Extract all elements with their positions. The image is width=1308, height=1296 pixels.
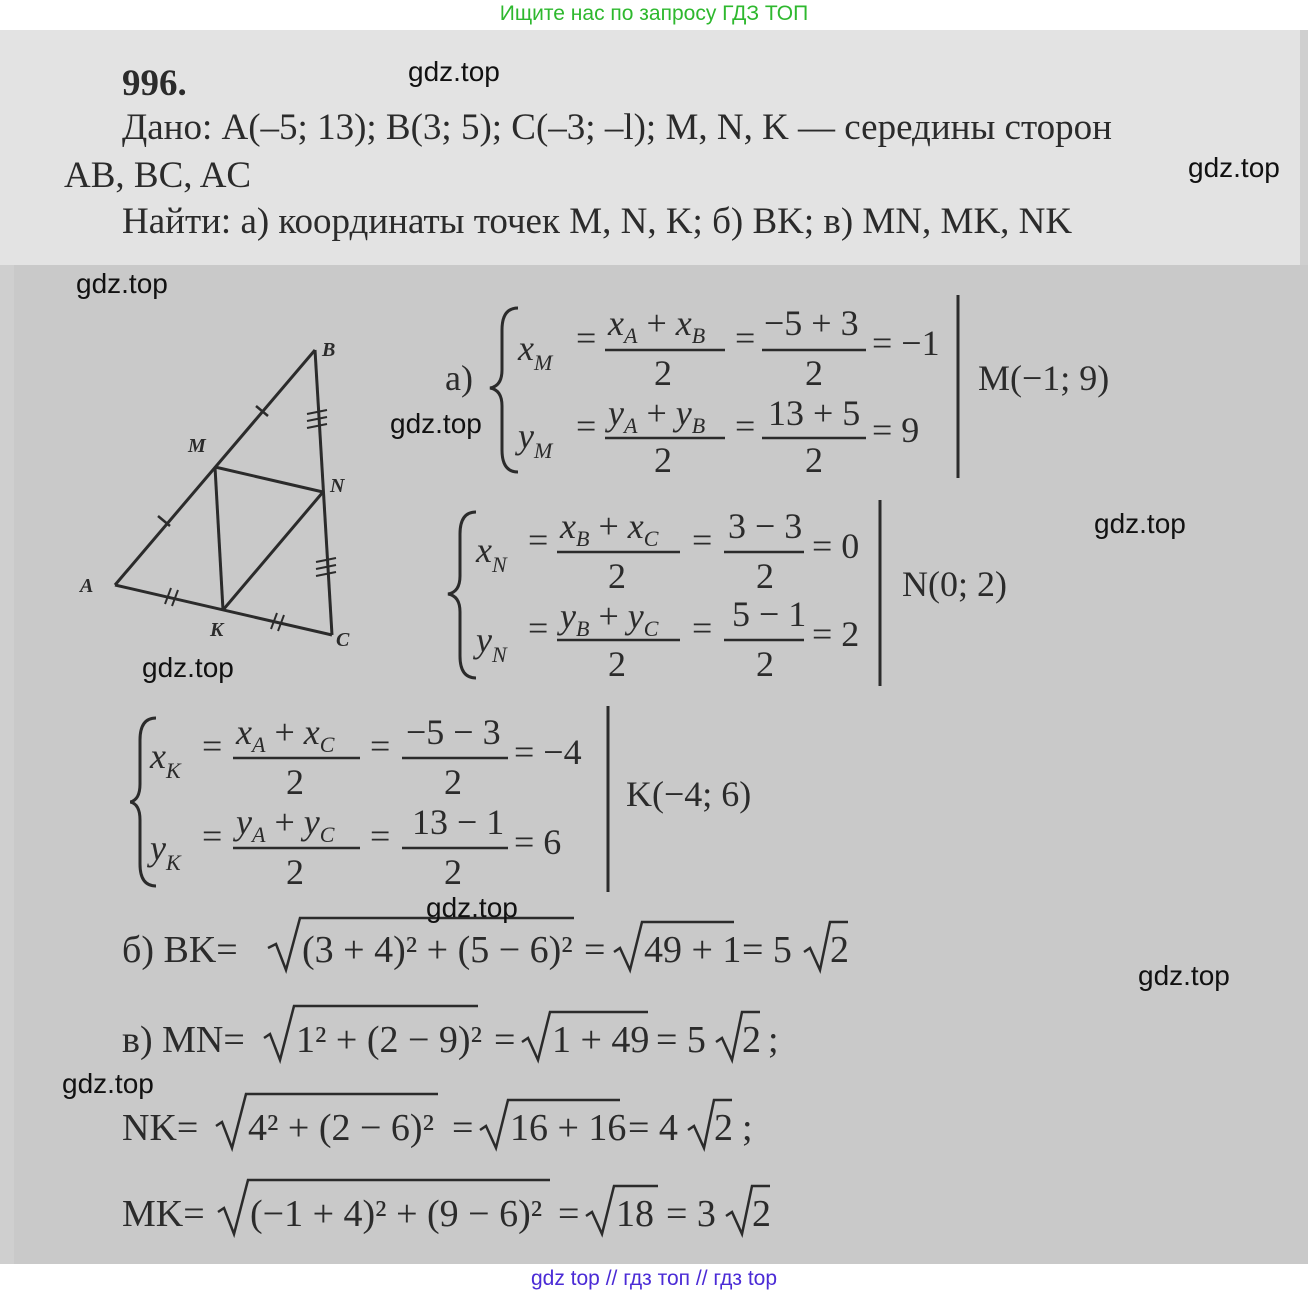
tick-nc-3 [316,572,336,576]
svg-text:2: 2 [654,440,672,480]
watermark: gdz.top [1094,508,1186,539]
watermark: gdz.top [408,56,500,87]
svg-text:2: 2 [742,1019,761,1061]
part-c-mk [118,1172,818,1242]
k-y-result: = 6 [514,822,562,862]
svg-text:=: = [735,406,756,446]
n-y-result: = 2 [812,614,860,654]
n-x-numerator: 3 − 3 [728,506,803,546]
svg-text:xK: $x_K$ [150,736,181,783]
svg-text:=: = [452,1107,474,1149]
mn-result: = 5 [656,1019,706,1061]
mk-radicand: (−1 + 4)² + (9 − 6)² [250,1193,543,1235]
label-c: C [336,629,350,651]
problem-number: 996. [122,63,187,104]
svg-text:=: = [528,520,549,560]
footer-links[interactable]: gdz top // гдз топ // гдз top [530,1267,778,1290]
system-n [440,500,1060,690]
svg-text:=: = [370,726,391,766]
svg-text:2: 2 [752,1193,771,1235]
k-x-result: = −4 [514,732,582,772]
svg-text:2: 2 [286,762,304,802]
svg-text:xB + xC: $x_B + x_C$ [560,506,659,551]
watermark: gdz.top [142,652,234,683]
svg-text:2: 2 [756,556,774,596]
segment-mk [215,467,223,610]
n-y-numerator: 5 − 1 [732,594,807,634]
n-x-result: = 0 [812,526,860,566]
svg-text:xA + xB: $x_A + x_B$ [608,303,706,348]
bk-result: = 5 [742,929,792,971]
svg-text:2: 2 [444,852,462,892]
k-y-numerator: 13 − 1 [412,802,505,842]
bk-radicand: (3 + 4)² + (5 − 6)² [302,929,573,971]
m-x-numerator: −5 + 3 [764,303,859,343]
svg-text:2: 2 [444,762,462,802]
svg-text:xN: $x_N$ [476,530,507,577]
svg-text:=: = [692,520,713,560]
nk-result: = 4 [628,1107,678,1149]
svg-text:=: = [558,1193,580,1235]
label-b: B [322,339,336,361]
svg-text:yA + yB: $y_A + y_B$ [608,393,706,438]
watermark: gdz.top [390,408,482,439]
tick-bn-1 [307,410,327,414]
svg-text:=: = [494,1019,516,1061]
svg-text:18: 18 [616,1193,654,1235]
svg-text:2: 2 [756,644,774,684]
point-k: K(−4; 6) [626,774,752,814]
watermark: gdz.top [76,268,168,299]
svg-text:2: 2 [830,929,849,971]
tick-nc-2 [316,565,336,569]
m-y-result: = 9 [872,410,920,450]
search-banner[interactable]: Ищите нас по запросу ГДЗ ТОП [499,2,809,25]
system-m [440,290,1160,490]
watermark: gdz.top [1138,960,1230,991]
svg-text:=: = [202,726,223,766]
part-c-mn [118,998,838,1068]
svg-text:2: 2 [654,353,672,393]
svg-text:б) BK=: б) BK= [122,929,238,971]
svg-text:=: = [576,318,597,358]
svg-text:yK: $y_K$ [150,828,181,875]
svg-text:2: 2 [608,644,626,684]
system-k [130,706,810,896]
svg-text:=: = [370,816,391,856]
triangle-figure [70,330,370,660]
part-c-nk [118,1086,818,1156]
svg-text:1 + 49: 1 + 49 [552,1019,650,1061]
svg-text:16 + 16: 16 + 16 [510,1107,627,1149]
svg-text:yN: $y_N$ [476,620,507,667]
given-line-1: Дано: A(–5; 13); B(3; 5); C(–3; –l); M, N, K — середины сторон [122,107,1112,148]
svg-text:=: = [692,608,713,648]
svg-text:2: 2 [608,556,626,596]
svg-text:;: ; [742,1107,753,1149]
svg-text:yB + yC: $y_B + y_C$ [560,596,659,641]
svg-text:49 + 1: 49 + 1 [644,929,742,971]
svg-text:=: = [584,929,606,971]
label-k: K [210,619,224,641]
svg-text:2: 2 [805,440,823,480]
mk-result: = 3 [666,1193,716,1235]
label-a: A [80,575,94,597]
m-y-numerator: 13 + 5 [768,393,861,433]
part-a-label: а) [445,358,473,398]
segment-nk [223,492,323,610]
svg-text:=: = [528,608,549,648]
svg-text:xA + xC: $x_A + x_C$ [236,712,335,757]
svg-text:yA + yC: $y_A + y_C$ [236,802,335,847]
tick-bn-3 [307,424,327,428]
svg-text:MK=: MK= [122,1193,205,1235]
svg-text:=: = [735,318,756,358]
x-m-sub: M [533,350,553,375]
segment-mn [215,467,323,492]
watermark: gdz.top [426,892,518,923]
mn-radicand: 1² + (2 − 9)² [296,1019,482,1061]
label-m: M [188,435,206,457]
svg-text:2: 2 [805,353,823,393]
svg-text:=: = [576,406,597,446]
svg-text:=: = [202,816,223,856]
point-n: N(0; 2) [902,564,1007,604]
svg-text:NK=: NK= [122,1107,199,1149]
tick-bn-2 [307,417,327,421]
brace-m [490,308,518,472]
svg-text:yM: $y_M$ [518,416,553,463]
label-n: N [330,475,345,497]
nk-radicand: 4² + (2 − 6)² [248,1107,434,1149]
svg-text:в) MN=: в) MN= [122,1019,245,1061]
svg-text:;: ; [768,1019,779,1061]
brace-n [448,512,476,678]
svg-text:xM: $x_M$ [518,328,553,375]
watermark: gdz.top [1188,152,1280,183]
point-m: M(−1; 9) [978,358,1110,398]
k-x-numerator: −5 − 3 [406,712,501,752]
given-line-2: AB, BC, AC [64,155,252,196]
watermark: gdz.top [62,1068,154,1099]
svg-text:2: 2 [714,1107,733,1149]
m-x-result: = −1 [872,323,940,363]
svg-text:2: 2 [286,852,304,892]
find-line: Найти: а) координаты точек M, N, K; б) BK; в) MN, MK, NK [122,201,1073,242]
